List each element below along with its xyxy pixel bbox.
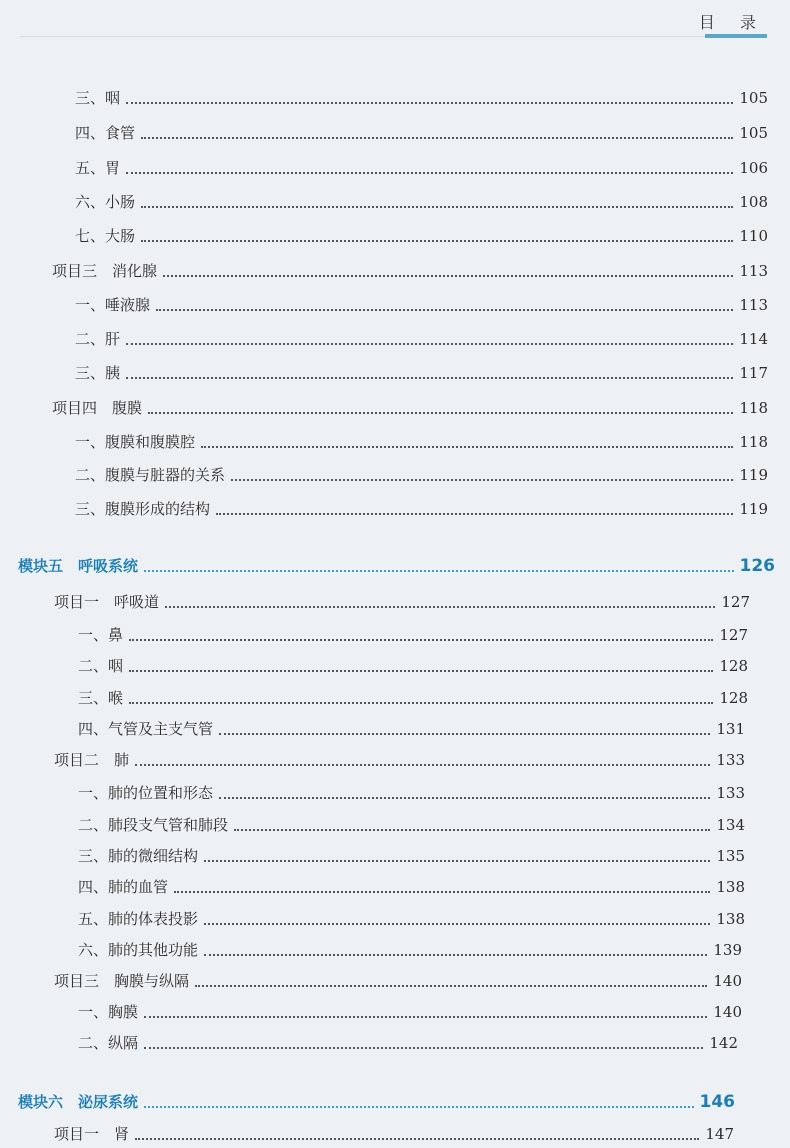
toc-page-number: 106 xyxy=(739,159,768,177)
dot-leader xyxy=(126,376,733,379)
toc-page-number: 128 xyxy=(719,657,748,675)
dot-leader xyxy=(135,763,710,766)
toc-page-number: 118 xyxy=(739,433,768,451)
toc-entry-label: 三、腹膜形成的结构 xyxy=(75,500,211,518)
toc-entry-label: 六、小肠 xyxy=(75,193,136,211)
dot-leader xyxy=(204,953,707,956)
dot-leader xyxy=(204,922,710,925)
dot-leader xyxy=(144,1105,693,1108)
toc-project-row xyxy=(54,592,750,612)
toc-project-row xyxy=(52,261,768,281)
dot-leader xyxy=(148,411,733,414)
toc-item-row xyxy=(78,1002,742,1022)
dot-leader xyxy=(129,638,713,641)
toc-entry-label: 模块六 泌尿系统 xyxy=(18,1093,139,1111)
toc-item-row xyxy=(75,226,768,246)
dot-leader xyxy=(144,569,733,572)
toc-entry-label: 三、肺的微细结构 xyxy=(78,847,199,865)
dot-leader xyxy=(231,478,733,481)
toc-page-number: 118 xyxy=(739,399,768,417)
toc-page-number: 126 xyxy=(739,556,775,576)
toc-item-row xyxy=(78,846,745,866)
toc-entry-label: 项目三 胸膜与纵隔 xyxy=(54,972,190,990)
dot-leader xyxy=(126,101,733,104)
toc-page-number: 146 xyxy=(699,1092,735,1112)
toc-item-row xyxy=(75,363,768,383)
toc-entry-label: 模块五 呼吸系统 xyxy=(18,557,139,575)
toc-entry-label: 项目二 肺 xyxy=(54,751,130,769)
dot-leader xyxy=(135,1137,699,1140)
toc-page-number: 138 xyxy=(716,910,745,928)
toc-page-number: 127 xyxy=(719,626,748,644)
toc-page-number: 138 xyxy=(716,878,745,896)
toc-page-number: 140 xyxy=(713,972,742,990)
toc-module-heading xyxy=(18,1092,735,1112)
dot-leader xyxy=(141,239,733,242)
toc-page-number: 134 xyxy=(716,816,745,834)
dot-leader xyxy=(144,1046,703,1049)
header-divider xyxy=(20,36,710,37)
toc-item-row xyxy=(78,909,745,929)
dot-leader xyxy=(129,701,713,704)
toc-entry-label: 二、肝 xyxy=(75,330,121,348)
toc-item-row xyxy=(78,815,745,835)
toc-entry-label: 一、唾液腺 xyxy=(75,296,151,314)
toc-page-number: 119 xyxy=(739,466,768,484)
page-title: 目 录 xyxy=(698,13,766,32)
toc-page-number: 128 xyxy=(719,689,748,707)
toc-item-row xyxy=(78,783,745,803)
dot-leader xyxy=(141,205,733,208)
toc-entry-label: 五、胃 xyxy=(75,159,121,177)
toc-item-row xyxy=(75,295,768,315)
dot-leader xyxy=(129,669,713,672)
toc-entry-label: 一、腹膜和腹膜腔 xyxy=(75,433,196,451)
toc-item-row xyxy=(75,329,768,349)
toc-page-number: 127 xyxy=(721,593,750,611)
toc-page-number: 147 xyxy=(705,1125,734,1143)
toc-item-row xyxy=(75,192,768,212)
toc-entry-label: 四、肺的血管 xyxy=(78,878,169,896)
toc-item-row xyxy=(78,877,745,897)
page-header xyxy=(0,0,790,44)
toc-page-number: 139 xyxy=(713,941,742,959)
toc-page-number: 133 xyxy=(716,751,745,769)
toc-item-row xyxy=(78,688,748,708)
toc-item-row xyxy=(75,123,768,143)
dot-leader xyxy=(195,984,707,987)
toc-project-row xyxy=(54,971,742,991)
toc-project-row xyxy=(52,398,768,418)
toc-entry-label: 项目三 消化腺 xyxy=(52,262,158,280)
toc-item-row xyxy=(78,940,742,960)
dot-leader xyxy=(141,136,733,139)
toc-entry-label: 二、咽 xyxy=(78,657,124,675)
toc-entry-label: 四、食管 xyxy=(75,124,136,142)
dot-leader xyxy=(234,828,710,831)
toc-page-number: 113 xyxy=(739,262,768,280)
toc-item-row xyxy=(75,88,768,108)
toc-item-row xyxy=(78,719,745,739)
toc-entry-label: 三、咽 xyxy=(75,89,121,107)
toc-item-row xyxy=(78,656,748,676)
toc-item-row xyxy=(75,465,768,485)
toc-entry-label: 四、气管及主支气管 xyxy=(78,720,214,738)
dot-leader xyxy=(144,1015,707,1018)
toc-page-number: 140 xyxy=(713,1003,742,1021)
header-accent-bar xyxy=(705,34,767,38)
toc-entry-label: 二、腹膜与脏器的关系 xyxy=(75,466,226,484)
toc-entry-label: 三、喉 xyxy=(78,689,124,707)
toc-page-number: 105 xyxy=(739,124,768,142)
toc-page-number: 114 xyxy=(739,330,768,348)
toc-entry-label: 二、肺段支气管和肺段 xyxy=(78,816,229,834)
toc-entry-label: 七、大肠 xyxy=(75,227,136,245)
toc-entry-label: 一、肺的位置和形态 xyxy=(78,784,214,802)
dot-leader xyxy=(219,732,710,735)
dot-leader xyxy=(163,274,733,277)
toc-item-row xyxy=(78,625,748,645)
dot-leader xyxy=(156,308,733,311)
toc-item-row xyxy=(75,158,768,178)
dot-leader xyxy=(219,796,710,799)
toc-page-number: 105 xyxy=(739,89,768,107)
toc-page-number: 108 xyxy=(739,193,768,211)
dot-leader xyxy=(126,342,733,345)
toc-entry-label: 五、肺的体表投影 xyxy=(78,910,199,928)
dot-leader xyxy=(216,512,733,515)
toc-page-number: 135 xyxy=(716,847,745,865)
dot-leader xyxy=(204,859,710,862)
dot-leader xyxy=(165,605,715,608)
toc-item-row xyxy=(75,432,768,452)
toc-entry-label: 一、胸膜 xyxy=(78,1003,139,1021)
toc-entry-label: 项目一 肾 xyxy=(54,1125,130,1143)
toc-project-row xyxy=(54,750,745,770)
toc-page-number: 131 xyxy=(716,720,745,738)
dot-leader xyxy=(174,890,710,893)
toc-project-row xyxy=(54,1124,734,1144)
toc-entry-label: 项目一 呼吸道 xyxy=(54,593,160,611)
toc-page-number: 142 xyxy=(709,1034,738,1052)
toc-entry-label: 一、鼻 xyxy=(78,626,124,644)
toc-page-number: 110 xyxy=(739,227,768,245)
toc-item-row xyxy=(75,499,768,519)
toc-page-number: 117 xyxy=(739,364,768,382)
dot-leader xyxy=(126,171,733,174)
toc-module-heading xyxy=(18,556,775,576)
toc-entry-label: 六、肺的其他功能 xyxy=(78,941,199,959)
toc-item-row xyxy=(78,1033,738,1053)
dot-leader xyxy=(201,445,733,448)
toc-entry-label: 三、胰 xyxy=(75,364,121,382)
toc-entry-label: 项目四 腹膜 xyxy=(52,399,143,417)
toc-page-number: 119 xyxy=(739,500,768,518)
toc-page-number: 133 xyxy=(716,784,745,802)
toc-entry-label: 二、纵隔 xyxy=(78,1034,139,1052)
toc-page-number: 113 xyxy=(739,296,768,314)
